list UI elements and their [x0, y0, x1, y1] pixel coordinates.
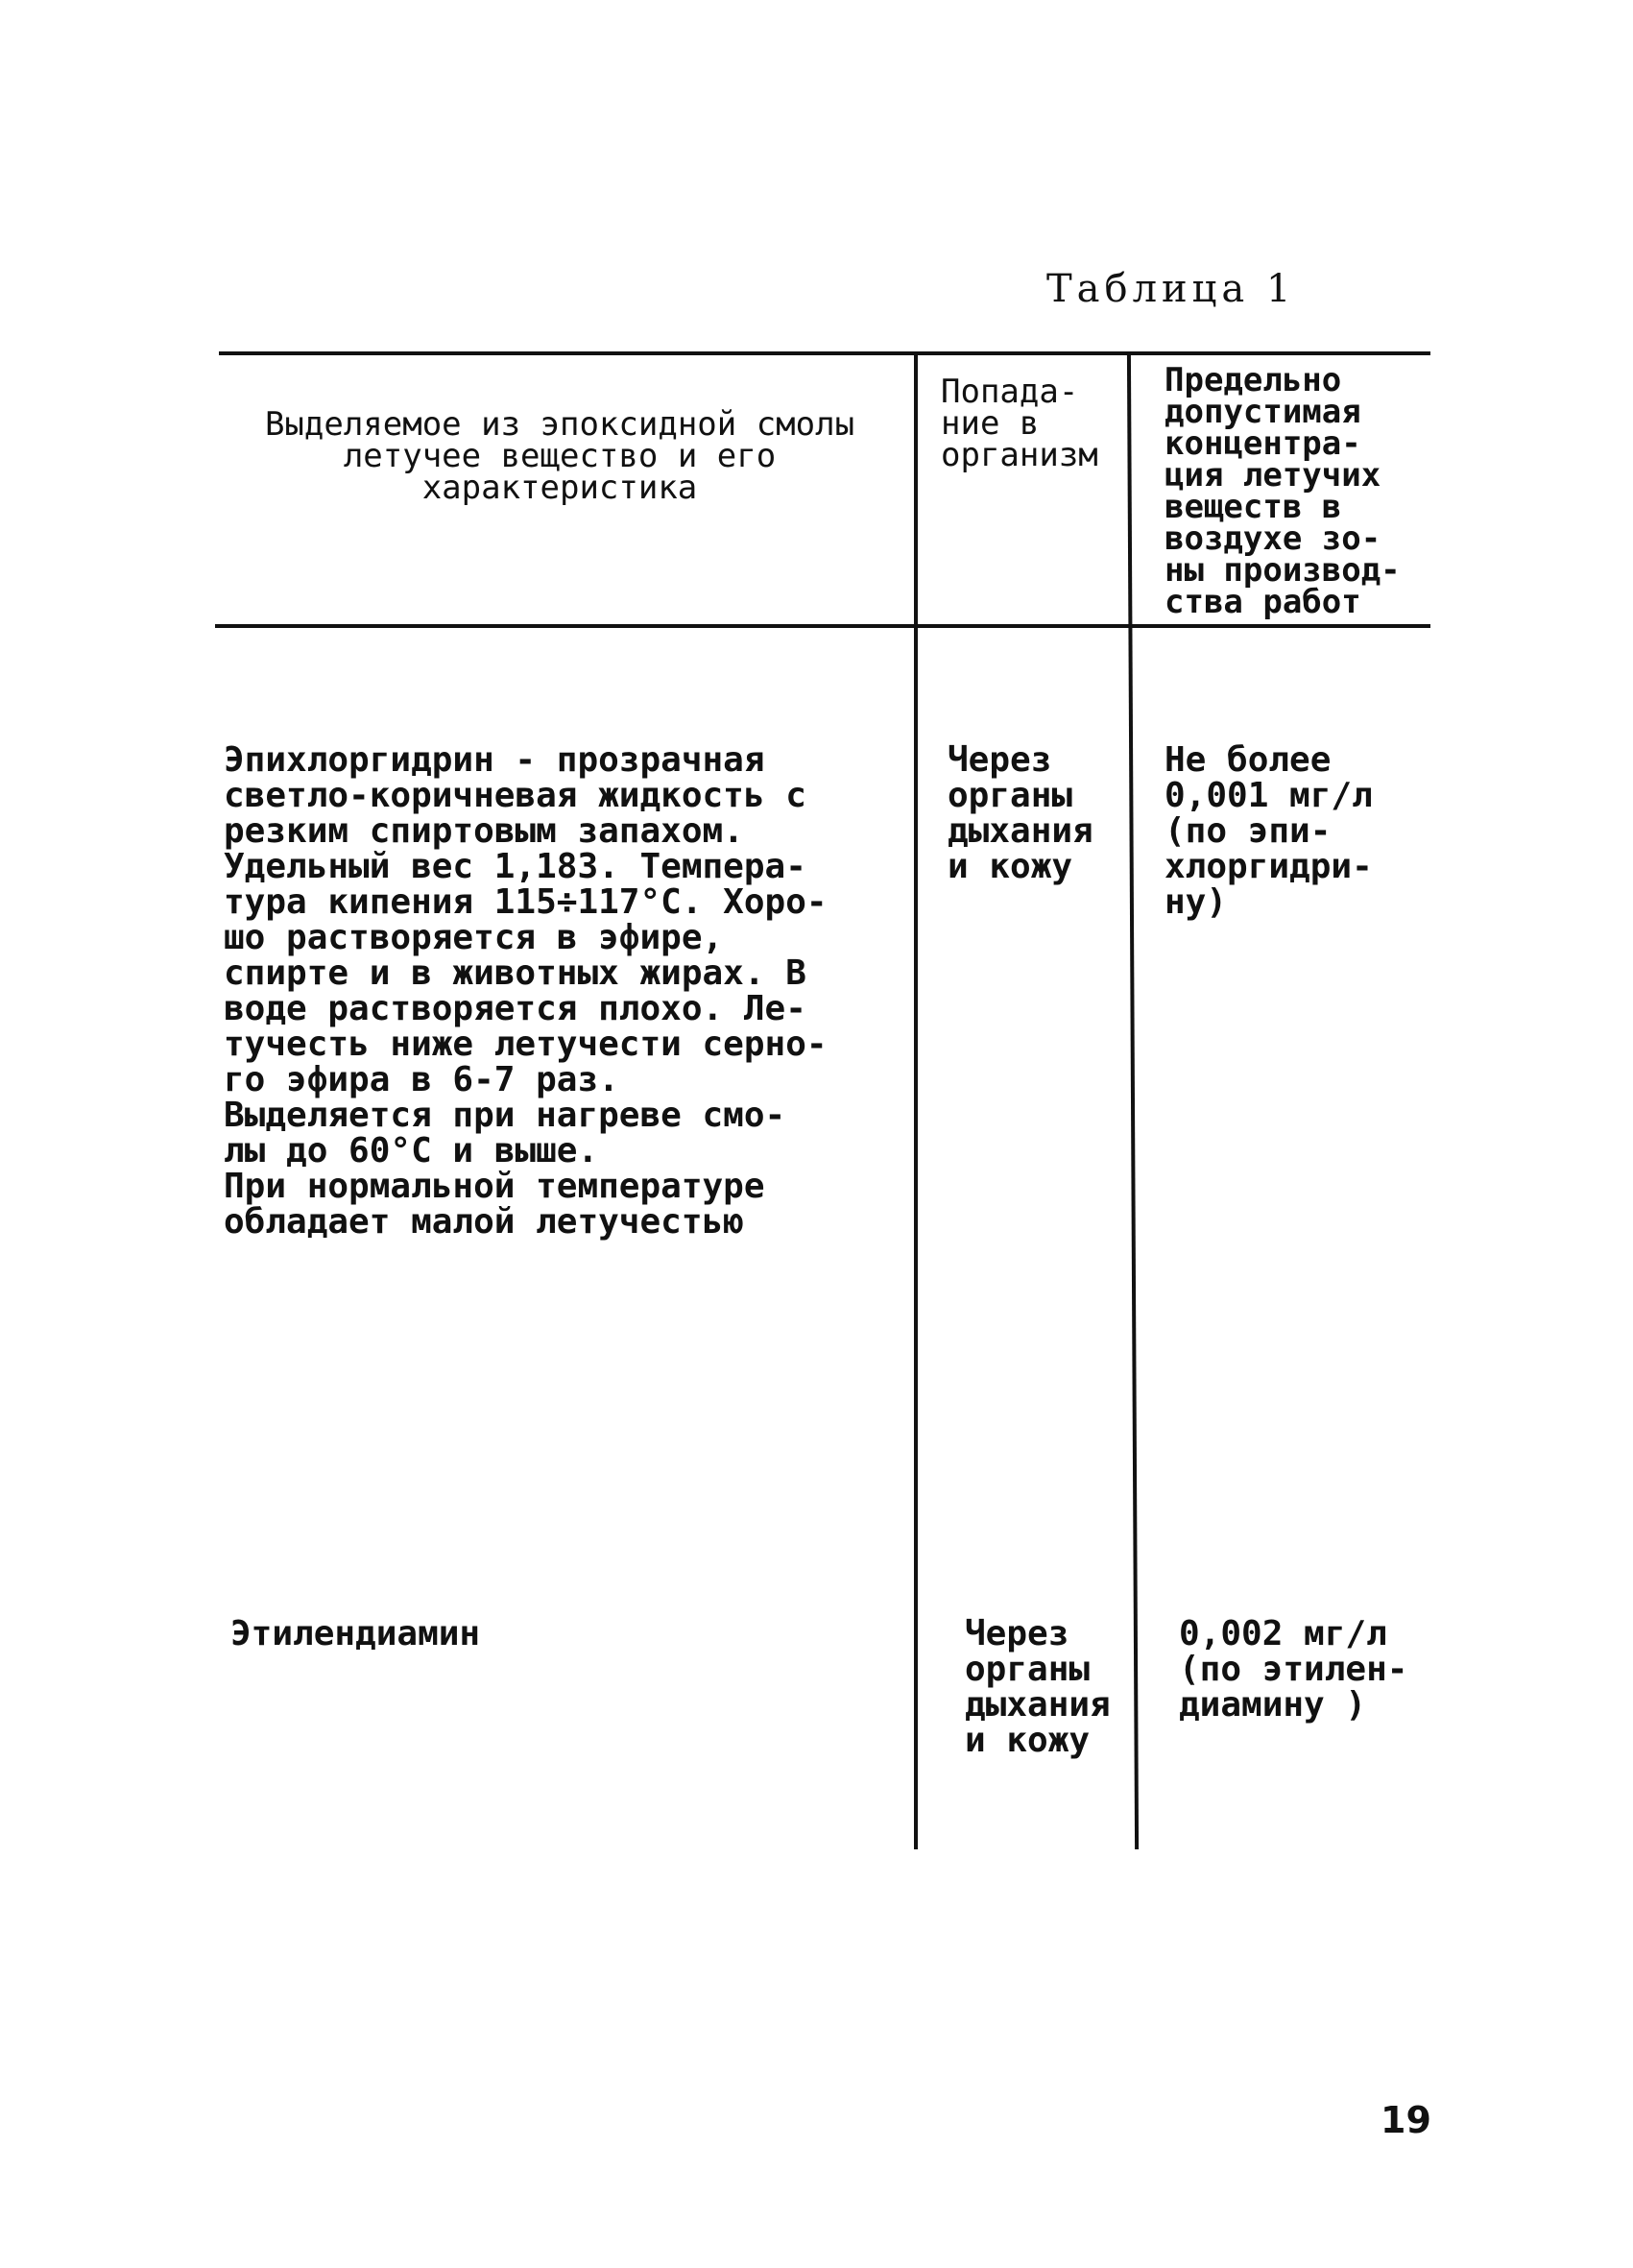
row1-route [948, 742, 1093, 884]
cell-line: Выделяется при нагреве смо- [224, 1096, 786, 1135]
cell-line: Через [965, 1614, 1069, 1653]
cell-line: лы до 60°С и выше. [224, 1131, 599, 1170]
header-limit [1165, 361, 1401, 621]
cell-line: органы [948, 776, 1073, 815]
cell-line: органы [965, 1650, 1091, 1689]
cell-line: го эфира в 6-7 раз. [224, 1060, 619, 1099]
cell-line: Не более [1165, 740, 1332, 780]
cell-line: Удельный вес 1,183. Темпера- [224, 847, 806, 886]
row1-substance [224, 742, 828, 1240]
cell-line: Через [948, 740, 1052, 780]
cell-line: тура кипения 115÷117°С. Хоро- [224, 882, 828, 922]
header-line: ства работ [1165, 583, 1361, 621]
header-line: летучее вещество и его [343, 437, 777, 475]
row2-route [965, 1616, 1111, 1758]
header-line: концентра- [1165, 424, 1361, 463]
cell-line: и кожу [948, 847, 1073, 886]
cell-line: Эпихлоргидрин - прозрачная [224, 740, 765, 780]
cell-line: резким спиртовым запахом. [224, 811, 744, 851]
cell-line: спирте и в животных жирах. В [224, 953, 806, 993]
cell-line: обладает малой летучестью [224, 1202, 744, 1242]
row2-substance [230, 1616, 480, 1652]
cell-line: дыхания [948, 811, 1093, 851]
column-divider-2 [1127, 351, 1139, 1849]
cell-line: Этилендиамин [230, 1614, 481, 1653]
cell-line: 0,001 мг/л [1165, 776, 1373, 815]
header-line: веществ в [1165, 488, 1342, 526]
cell-line: (по этилен- [1179, 1650, 1408, 1689]
header-line: ция летучих [1165, 456, 1381, 495]
page-number: 19 [1381, 2099, 1431, 2141]
table-caption: Таблица 1 [1046, 267, 1296, 311]
cell-line: светло-коричневая жидкость с [224, 776, 806, 815]
cell-line: дыхания [965, 1685, 1111, 1725]
header-line: воздухе зо- [1165, 519, 1381, 558]
row1-limit [1165, 742, 1373, 920]
table-top-rule [219, 351, 1430, 355]
header-line: Предельно [1165, 361, 1342, 399]
cell-line: тучесть ниже летучести серно- [224, 1025, 828, 1064]
column-divider-1 [914, 351, 918, 1849]
header-line: ние в [941, 404, 1040, 443]
cell-line: и кожу [965, 1721, 1091, 1760]
header-line: Выделяемое из эпоксидной смолы [264, 405, 855, 444]
cell-line: шо растворяется в эфире, [224, 918, 724, 957]
cell-line: (по эпи- [1165, 811, 1332, 851]
header-line: допустимая [1165, 393, 1361, 431]
cell-line: диамину ) [1179, 1685, 1367, 1725]
cell-line: хлоргидри- [1165, 847, 1373, 886]
cell-line: воде растворяется плохо. Ле- [224, 989, 806, 1028]
cell-line: При нормальной температуре [224, 1167, 765, 1206]
header-line: характеристика [421, 469, 698, 507]
cell-line: ну) [1165, 882, 1228, 922]
header-line: ны производ- [1165, 551, 1401, 590]
row2-limit [1179, 1616, 1407, 1723]
cell-line: 0,002 мг/л [1179, 1614, 1387, 1653]
header-line: организм [941, 436, 1098, 474]
header-route [941, 373, 1098, 474]
header-line: Попада- [941, 373, 1079, 411]
header-bottom-rule [215, 624, 1430, 628]
header-substance [209, 405, 910, 507]
